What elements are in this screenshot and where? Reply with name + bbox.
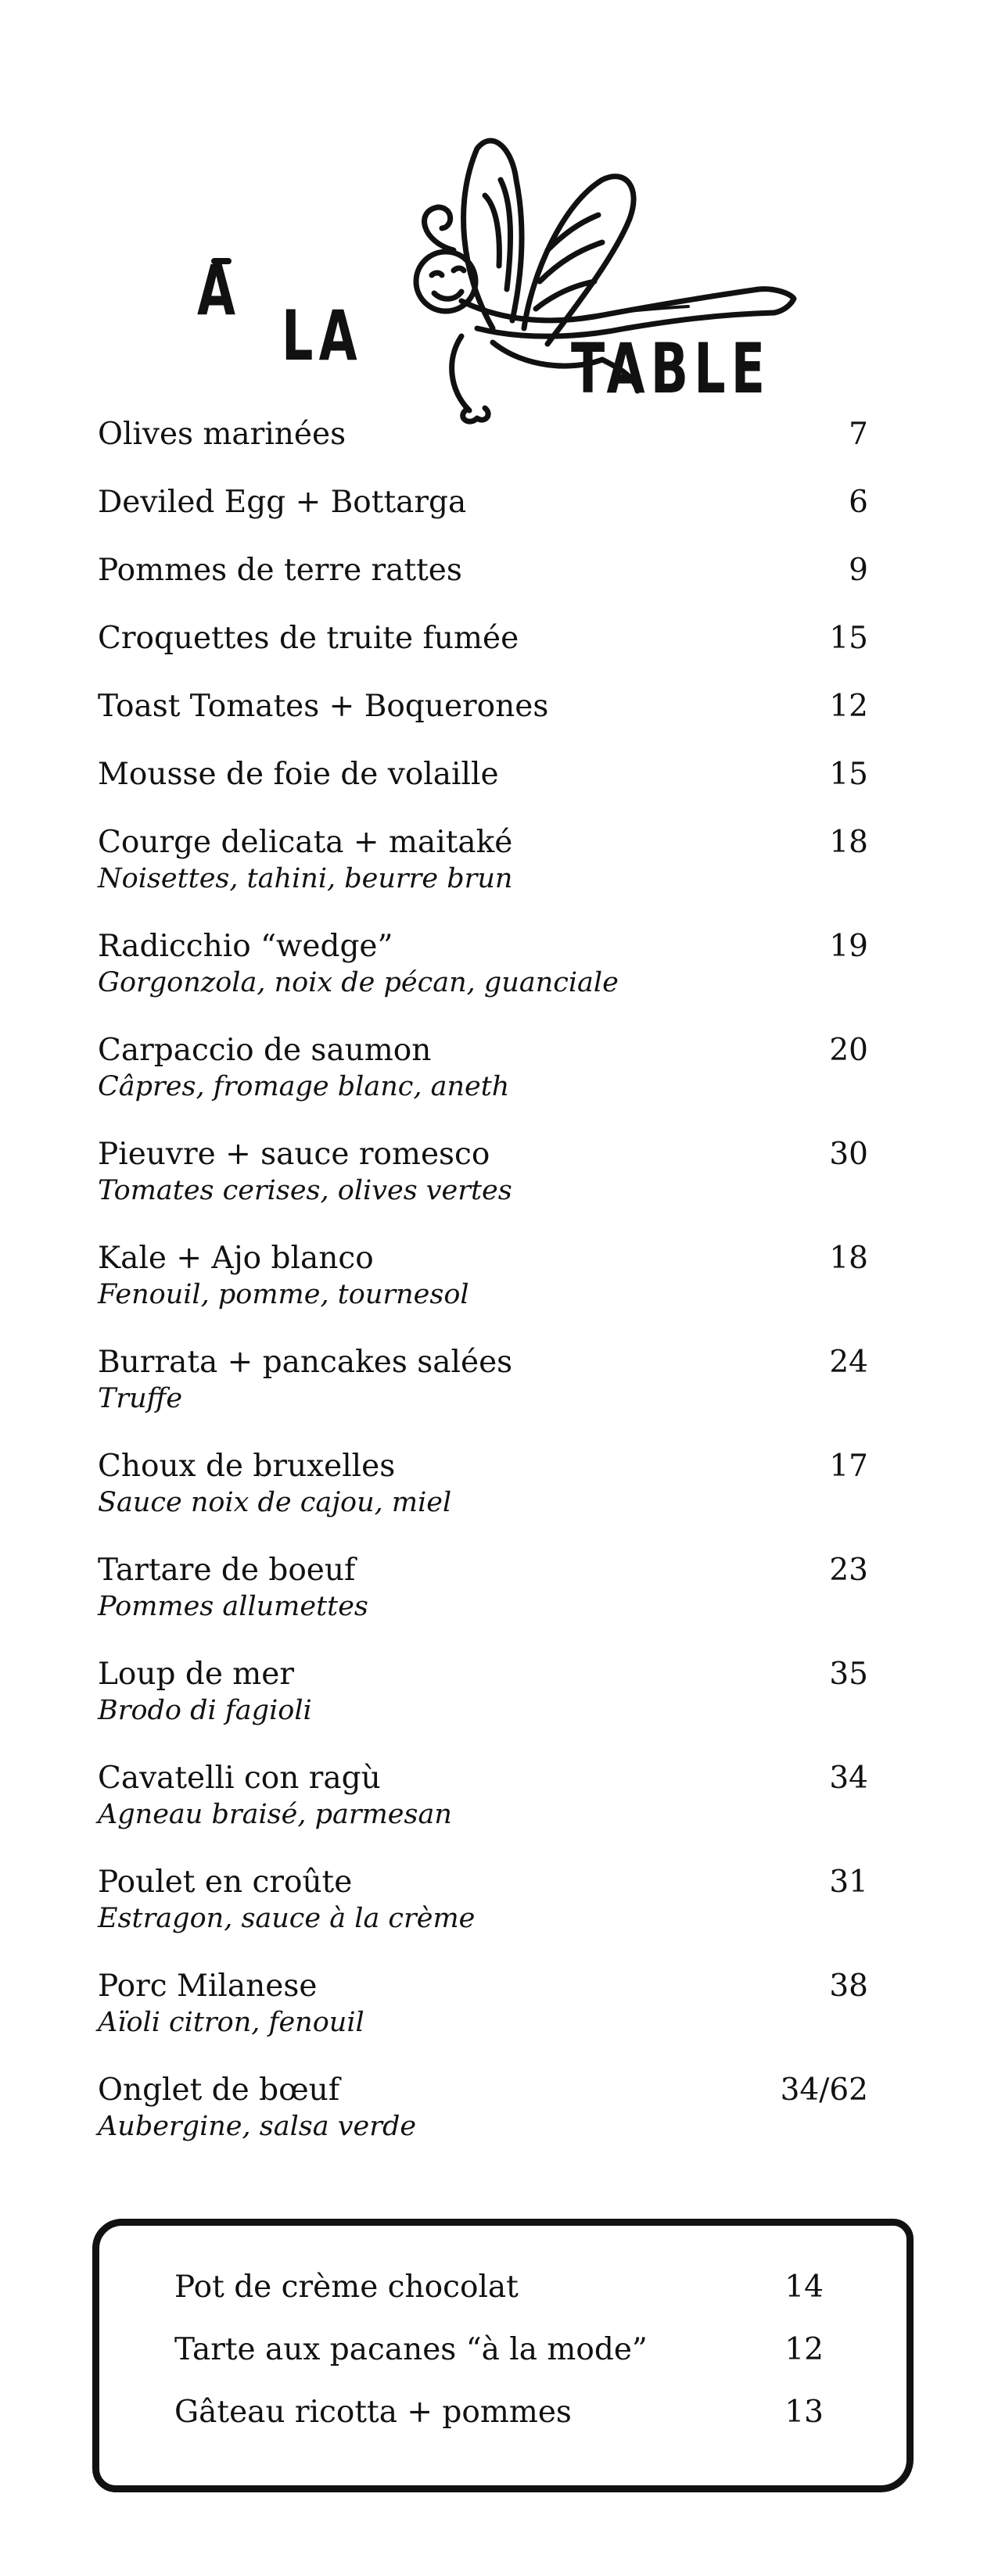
dessert-item-price: 14 [784,2270,824,2305]
menu-item-description: Fenouil, pomme, tournesol [98,1279,469,1310]
menu-item-name: Radicchio “wedge” [98,929,393,964]
menu-item-name: Pommes de terre rattes [98,553,462,588]
menu-item-description: Noisettes, tahini, beurre brun [98,863,513,894]
menu-item [98,1552,868,1638]
menu-item [98,2072,868,2158]
menu-item-name: Mousse de foie de volaille [98,757,499,792]
dessert-item-name: Tarte aux pacanes “à la mode” [174,2332,648,2367]
menu-item-price: 20 [829,1033,868,1068]
title-a: A [197,250,242,331]
menu-item-name: Courge delicata + maitaké [98,825,513,860]
dessert-item [174,2331,824,2370]
menu-item-name: Croquettes de truite fumée [98,621,519,656]
dessert-item-name: Pot de crème chocolat [174,2270,519,2305]
menu-item-description: Aïoli citron, fenouil [98,2007,364,2038]
menu-item [98,1344,868,1430]
menu-item-price: 24 [829,1345,868,1380]
menu-item-name: Poulet en croûte [98,1865,353,1900]
menu-item-price: 18 [829,1241,868,1276]
menu-item-description: Truffe [98,1383,183,1414]
menu-item-description: Gorgonzola, noix de pécan, guanciale [98,967,619,998]
menu-item [98,1032,868,1118]
menu-item [98,1240,868,1326]
menu-item-price: 7 [849,417,868,452]
menu-item [98,928,868,1014]
menu-item-price: 18 [829,825,868,860]
dessert-item [174,2269,824,2308]
menu-item-price: 38 [829,1969,868,2004]
menu-item-price: 34/62 [780,2073,868,2108]
menu-item-price: 6 [849,485,868,520]
menu-item-name: Carpaccio de saumon [98,1033,432,1068]
menu-item [98,1656,868,1742]
menu-item-description: Brodo di fagioli [98,1695,312,1726]
menu-item-description: Pommes allumettes [98,1591,368,1622]
menu-item [98,1968,868,2054]
menu-item-price: 23 [829,1553,868,1588]
menu-item-name: Burrata + pancakes salées [98,1345,513,1380]
menu-item-price: 17 [829,1449,868,1484]
menu-item [98,824,868,910]
menu-item-price: 15 [829,757,868,792]
title-table: TABLE [571,328,771,409]
menu-item-price: 35 [829,1657,868,1692]
menu-item-name: Kale + Ajo blanco [98,1241,374,1276]
menu-item [98,1864,868,1950]
menu-item-price: 19 [829,929,868,964]
dessert-item-price: 12 [784,2332,824,2367]
menu-item-price: 9 [849,553,868,588]
menu-item [98,1448,868,1534]
menu-item-price: 34 [829,1761,868,1796]
menu-item-name: Porc Milanese [98,1969,318,2004]
menu-item-name: Deviled Egg + Bottarga [98,485,467,520]
menu-item-description: Agneau braisé, parmesan [98,1799,452,1830]
menu-item-price: 30 [829,1137,868,1172]
menu-item-name: Choux de bruxelles [98,1449,396,1484]
dessert-box [92,2219,914,2492]
menu-item-description: Câpres, fromage blanc, aneth [98,1071,510,1102]
menu-item-name: Pieuvre + sauce romesco [98,1137,490,1172]
dessert-item-name: Gâteau ricotta + pommes [174,2395,572,2430]
menu-item-description: Estragon, sauce à la crème [98,1903,476,1934]
menu-header [180,133,790,430]
menu-item-description: Aubergine, salsa verde [98,2111,417,2142]
title-la: LA [282,296,363,376]
menu-item-name: Onglet de bœuf [98,2073,340,2108]
menu-item-price: 15 [829,621,868,656]
menu-item-name: Toast Tomates + Boquerones [98,689,549,724]
menu-item-description: Sauce noix de cajou, miel [98,1487,452,1518]
menu-item-name: Cavatelli con ragù [98,1761,381,1796]
flying-fairy-illustration [368,133,806,430]
menu-item-price: 31 [829,1865,868,1900]
menu-item [98,1760,868,1846]
menu-item-name: Tartare de boeuf [98,1553,356,1588]
menu-item [98,1136,868,1222]
menu-item-price: 12 [829,689,868,724]
menu-item-description: Tomates cerises, olives vertes [98,1175,512,1206]
dessert-item [174,2394,824,2433]
menu-item-name: Olives marinées [98,417,346,452]
menu-item-name: Loup de mer [98,1657,295,1692]
dessert-item-price: 13 [784,2395,824,2430]
